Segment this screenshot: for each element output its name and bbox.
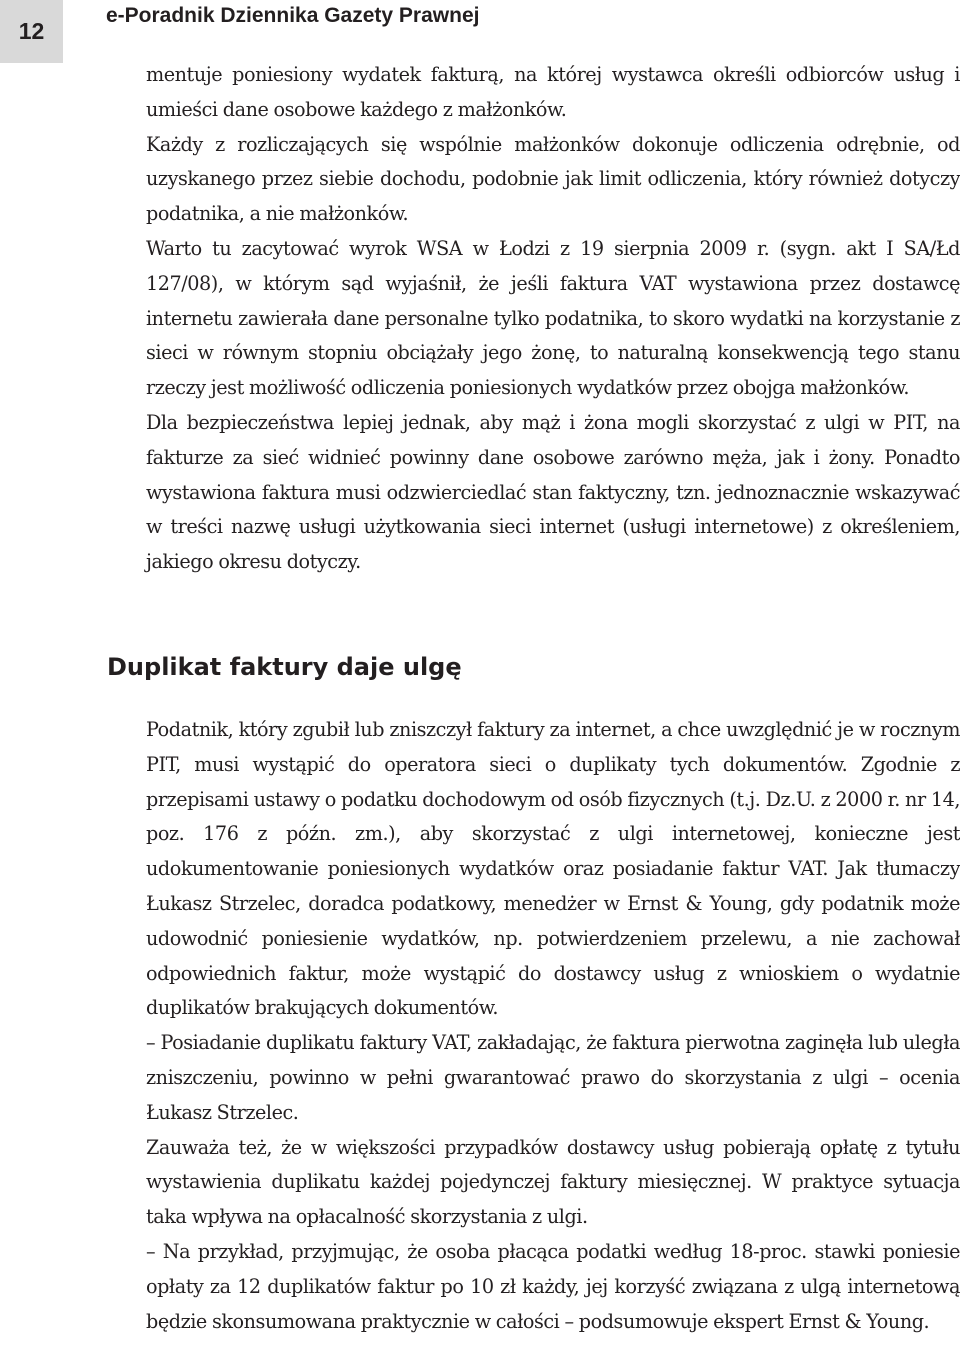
page-number: 12 <box>18 18 45 44</box>
paragraph: – Posiadanie duplikatu faktury VAT, zakładając, że faktura pierwotna zaginęła lub uległa zniszczeniu, powinno w pełni gwarantować prawo do skorzystania z ulgi – ocenia Łukasz Strzelec. <box>146 1031 960 1124</box>
article-body-part-2 <box>146 713 960 1339</box>
paragraph: Zauważa też, że w większości przypadków dostawcy usług pobierają opłatę z tytułu wystawienia duplikatu każdej pojedynczej faktury miesięcznej. W praktyce sytuacja taka wpływa na opłacalność skorzystania z ulgi. <box>146 1135 960 1229</box>
running-header-title: e-Poradnik Dziennika Gazety Prawnej <box>106 4 480 27</box>
paragraph: Każdy z rozliczających się wspólnie małżonków dokonuje odliczenia odrębnie, od uzyskanego przez siebie dochodu, podobnie jak limit odliczenia, który również dotyczy podatnika, a nie małżonków. <box>146 132 960 226</box>
article-body-part-1 <box>146 58 960 580</box>
paragraph: Dla bezpieczeństwa lepiej jednak, aby mąż i żona mogli skorzystać z ulgi w PIT, na fakturze za sieć widnieć powinny dane osobowe zarówno męża, jak i żony. Ponadto wystawiona faktura musi odzwierciedlać stan faktyczny, tzn. jednoznacznie wskazywać w treści nazwę usługi użytkowania sieci internet (usługi internetowe) z określeniem, jakiego okresu dotyczy. <box>146 410 960 574</box>
paragraph: – Na przykład, przyjmując, że osoba płacąca podatki według 18-proc. stawki poniesie opłaty za 12 duplikatów faktur po 10 zł każdy, jej korzyść związana z ulgą internetową będzie skonsumowana praktycznie w całości – podsumowuje ekspert Ernst & Young. <box>146 1239 960 1333</box>
paragraph: Warto tu zacytować wyrok WSA w Łodzi z 19 sierpnia 2009 r. (sygn. akt I SA/Łd 127/08), w którym sąd wyjaśnił, że jeśli faktura VAT wystawiona przez dostawcę internetu zawierała dane personalne tylko podatnika, to skoro wydatki na korzystanie z sieci w równym stopniu obciążały jego żonę, to naturalną konsekwencją tego stanu rzeczy jest możliwość odliczenia poniesionych wydatków przez obojga małżonków. <box>146 236 960 400</box>
section-heading: Duplikat faktury daje ulgę <box>107 653 462 681</box>
page-number-box <box>0 0 63 63</box>
paragraph: mentuje poniesiony wydatek fakturą, na której wystawca określi odbiorców usług i umieści dane osobowe każdego z małżonków. <box>146 63 960 121</box>
paragraph: Podatnik, który zgubił lub zniszczył faktury za internet, a chce uwzględnić je w rocznym PIT, musi wystąpić do operatora sieci o duplikaty tych dokumentów. Zgodnie z przepisami ustawy o podatku dochodowym od osób fizycznych (t.j. Dz.U. z 2000 r. nr 14, poz. 176 z późn. zm.), aby skorzystać z ulgi internetowej, konieczne jest udokumentowanie poniesionych wydatków oraz posiadanie faktur VAT. Jak tłumaczy Łukasz Strzelec, doradca podatkowy, menedżer w Ernst & Young, gdy podatnik może udowodnić poniesienie wydatków, np. potwierdzeniem przelewu, a nie zachował odpowiednich faktur, może wystąpić do dostawcy usług z wnioskiem o wydatnie duplikatów brakujących dokumentów. <box>146 718 960 1020</box>
